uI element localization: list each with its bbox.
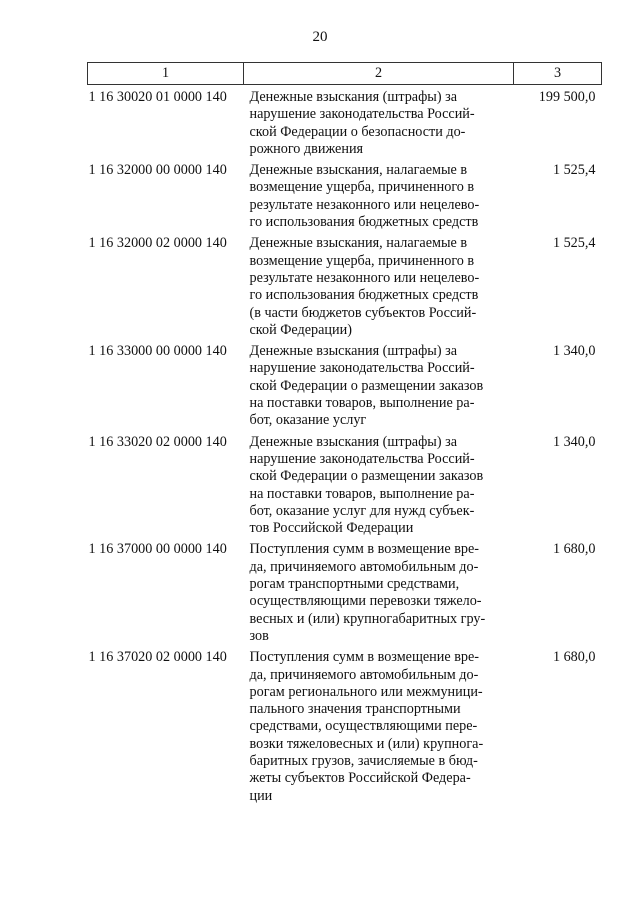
column-header-1: 1 bbox=[88, 63, 244, 85]
description-line: осуществляющими перевозки тяжело- bbox=[249, 593, 482, 610]
column-header-2: 2 bbox=[244, 63, 514, 85]
description-cell bbox=[244, 158, 514, 231]
description-line: на поставки товаров, выполнение ра- bbox=[249, 395, 475, 412]
description-cell bbox=[244, 85, 514, 159]
description-line: результате незаконного или нецелево- bbox=[249, 196, 480, 213]
description-line: рожного движения bbox=[249, 140, 364, 157]
description-line: возмещение ущерба, причиненного в bbox=[249, 252, 475, 269]
table-header bbox=[88, 63, 602, 85]
description-line: Денежные взыскания (штрафы) за bbox=[249, 89, 457, 105]
description-line: баритных грузов, зачисляемые в бюд- bbox=[249, 752, 478, 769]
budget-code-cell: 1 16 32000 00 0000 140 bbox=[88, 162, 227, 179]
description-line: Денежные взыскания (штрафы) за bbox=[249, 433, 457, 450]
amount-cell: 1 340,0 bbox=[552, 343, 596, 360]
description-cell bbox=[244, 430, 514, 538]
description-line: зов bbox=[249, 627, 269, 644]
description-line: ской Федерации о безопасности до- bbox=[249, 123, 466, 140]
budget-code-cell: 1 16 32000 02 0000 140 bbox=[88, 235, 227, 252]
description-cell bbox=[244, 231, 514, 339]
description-line: ской Федерации) bbox=[249, 321, 352, 338]
description-line: жеты субъектов Российской Федера- bbox=[249, 770, 471, 787]
table-row bbox=[88, 85, 602, 159]
description-line: Поступления сумм в возмещение вре- bbox=[249, 541, 480, 558]
description-line: рогам регионального или межмуници- bbox=[249, 683, 483, 700]
description-line: ской Федерации о размещении заказов bbox=[249, 377, 484, 394]
description-cell bbox=[244, 339, 514, 429]
description-line: (в части бюджетов субъектов Россий- bbox=[249, 304, 477, 321]
description-line: тов Российской Федерации bbox=[249, 520, 414, 537]
description-line: средствами, осуществляющими пере- bbox=[249, 718, 478, 735]
amount-cell: 1 525,4 bbox=[552, 162, 596, 179]
description-line: ции bbox=[249, 787, 273, 804]
description-line: нарушение законодательства Россий- bbox=[249, 360, 475, 377]
description-line: бот, оказание услуг для нужд субъек- bbox=[249, 502, 475, 519]
table-row bbox=[88, 430, 602, 538]
description-cell bbox=[244, 537, 514, 645]
amount-cell: 1 525,4 bbox=[552, 235, 596, 252]
column-header-3: 3 bbox=[514, 63, 602, 85]
table-row bbox=[88, 231, 602, 339]
table-row bbox=[88, 645, 602, 805]
description-line: результате незаконного или нецелево- bbox=[249, 269, 480, 286]
description-line: Денежные взыскания (штрафы) за bbox=[249, 343, 457, 360]
description-line: Денежные взыскания, налагаемые в bbox=[249, 235, 468, 252]
description-line: Денежные взыскания, налагаемые в bbox=[249, 162, 468, 179]
table-row bbox=[88, 339, 602, 429]
description-line: пального значения транспортными bbox=[249, 701, 461, 718]
description-line: весных и (или) крупногабаритных гру- bbox=[249, 610, 486, 627]
amount-cell: 199 500,0 bbox=[538, 89, 596, 105]
budget-code-cell: 1 16 30020 01 0000 140 bbox=[88, 89, 227, 105]
description-cell bbox=[244, 645, 514, 805]
amount-cell: 1 340,0 bbox=[552, 433, 596, 450]
description-line: го использования бюджетных средств bbox=[249, 214, 479, 231]
budget-code-cell: 1 16 33020 02 0000 140 bbox=[88, 433, 227, 450]
description-line: го использования бюджетных средств bbox=[249, 287, 479, 304]
budget-code-cell: 1 16 37000 00 0000 140 bbox=[88, 541, 227, 558]
description-line: нарушение законодательства Россий- bbox=[249, 106, 475, 123]
budget-code-cell: 1 16 33000 00 0000 140 bbox=[88, 343, 227, 360]
description-line: да, причиняемого автомобильным до- bbox=[249, 666, 479, 683]
description-line: бот, оказание услуг bbox=[249, 412, 367, 429]
description-line: Поступления сумм в возмещение вре- bbox=[249, 649, 480, 666]
page-number: 20 bbox=[312, 29, 328, 45]
revenue-table bbox=[87, 62, 602, 805]
table-row bbox=[88, 158, 602, 231]
table-body bbox=[88, 85, 602, 805]
description-line: рогам транспортными средствами, bbox=[249, 576, 460, 593]
description-line: да, причиняемого автомобильным до- bbox=[249, 558, 479, 575]
table-row bbox=[88, 537, 602, 645]
header-row bbox=[88, 63, 602, 85]
amount-cell: 1 680,0 bbox=[552, 649, 596, 666]
amount-cell: 1 680,0 bbox=[552, 541, 596, 558]
budget-code-cell: 1 16 37020 02 0000 140 bbox=[88, 649, 227, 666]
description-line: нарушение законодательства Россий- bbox=[249, 450, 475, 467]
description-line: возмещение ущерба, причиненного в bbox=[249, 179, 475, 196]
description-line: ской Федерации о размещении заказов bbox=[249, 468, 484, 485]
description-line: возки тяжеловесных и (или) крупнога- bbox=[249, 735, 484, 752]
description-line: на поставки товаров, выполнение ра- bbox=[249, 485, 475, 502]
